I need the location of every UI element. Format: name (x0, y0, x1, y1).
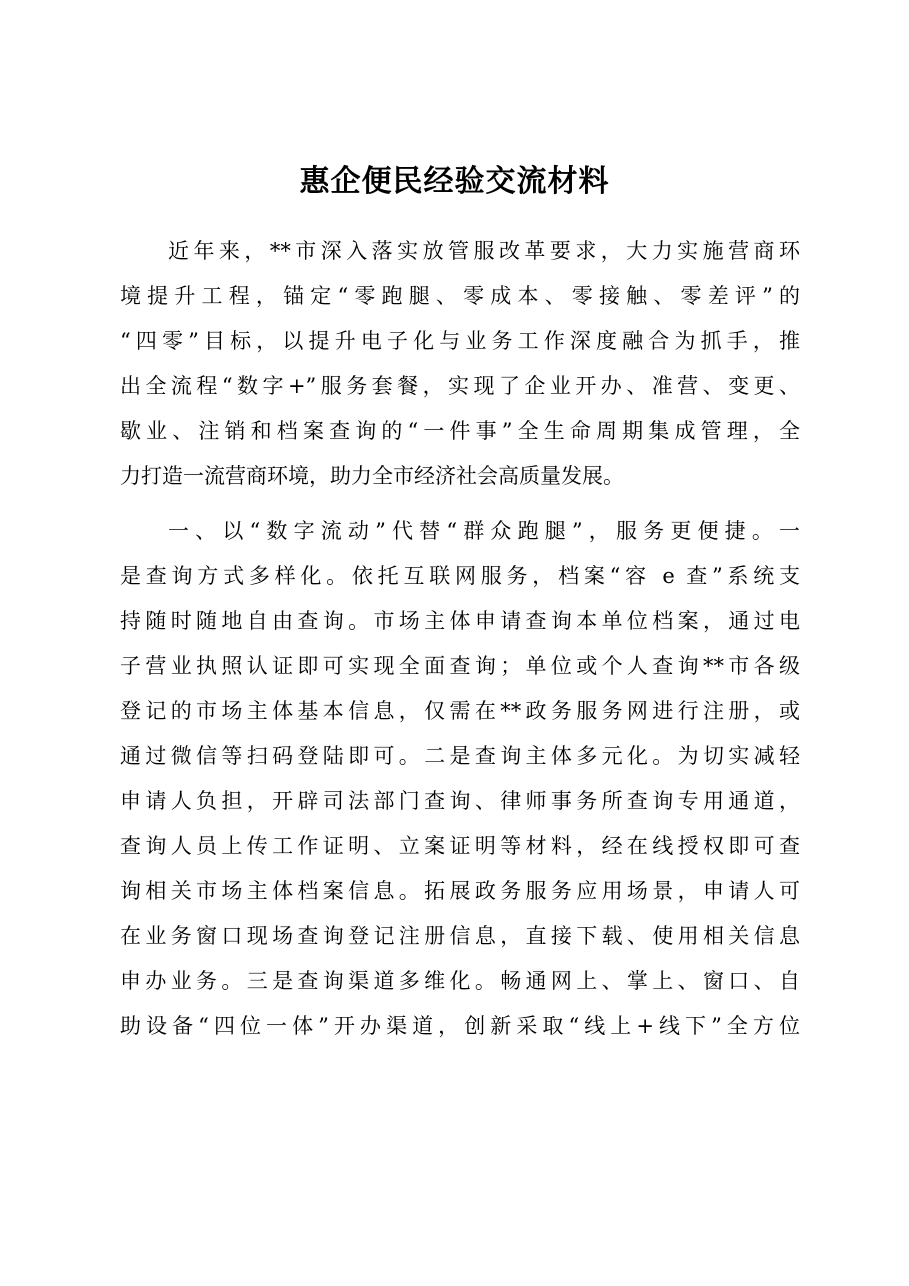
paragraph-line: 通过微信等扫码登陆即可。二是查询主体多元化。为切实减轻 (120, 744, 800, 768)
paragraph-line: 歇业、注销和档案查询的“一件事”全生命周期集成管理，全 (120, 419, 800, 443)
paragraph-line: 境提升工程，锚定“零跑腿、零成本、零接触、零差评”的 (120, 284, 800, 308)
paragraph-line: 登记的市场主体基本信息，仅需在**政务服务网进行注册，或 (120, 699, 800, 723)
paragraph-line: 近年来，**市深入落实放管服改革要求，大力实施营商环 (168, 239, 800, 263)
paragraph-line: 一、以“数字流动”代替“群众跑腿”，服务更便捷。一 (168, 519, 800, 543)
paragraph-line: 子营业执照认证即可实现全面查询；单位或个人查询**市各级 (120, 654, 800, 678)
paragraph-line: 助设备“四位一体”开办渠道，创新采取“线上+线下”全方位 (120, 1014, 800, 1038)
paragraph-line: 持随时随地自由查询。市场主体申请查询本单位档案，通过电 (120, 609, 800, 633)
paragraph-line: 出全流程“数字+”服务套餐，实现了企业开办、准营、变更、 (120, 374, 800, 398)
paragraph-line: 询相关市场主体档案信息。拓展政务服务应用场景，申请人可 (120, 879, 800, 903)
paragraph-line: 力打造一流营商环境，助力全市经济社会高质量发展。 (120, 464, 624, 488)
paragraph-line: 申请人负担，开辟司法部门查询、律师事务所查询专用通道， (120, 789, 800, 813)
paragraph-line: 在业务窗口现场查询登记注册信息，直接下载、使用相关信息 (120, 924, 800, 948)
document-title: 惠企便民经验交流材料 (299, 164, 610, 199)
paragraph-line: 申办业务。三是查询渠道多维化。畅通网上、掌上、窗口、自 (120, 969, 800, 993)
paragraph-line: 查询人员上传工作证明、立案证明等材料，经在线授权即可查 (120, 834, 800, 858)
paragraph-line: “四零”目标，以提升电子化与业务工作深度融合为抓手，推 (120, 329, 800, 353)
paragraph-line: 是查询方式多样化。依托互联网服务，档案“容 e 查”系统支 (120, 564, 800, 588)
